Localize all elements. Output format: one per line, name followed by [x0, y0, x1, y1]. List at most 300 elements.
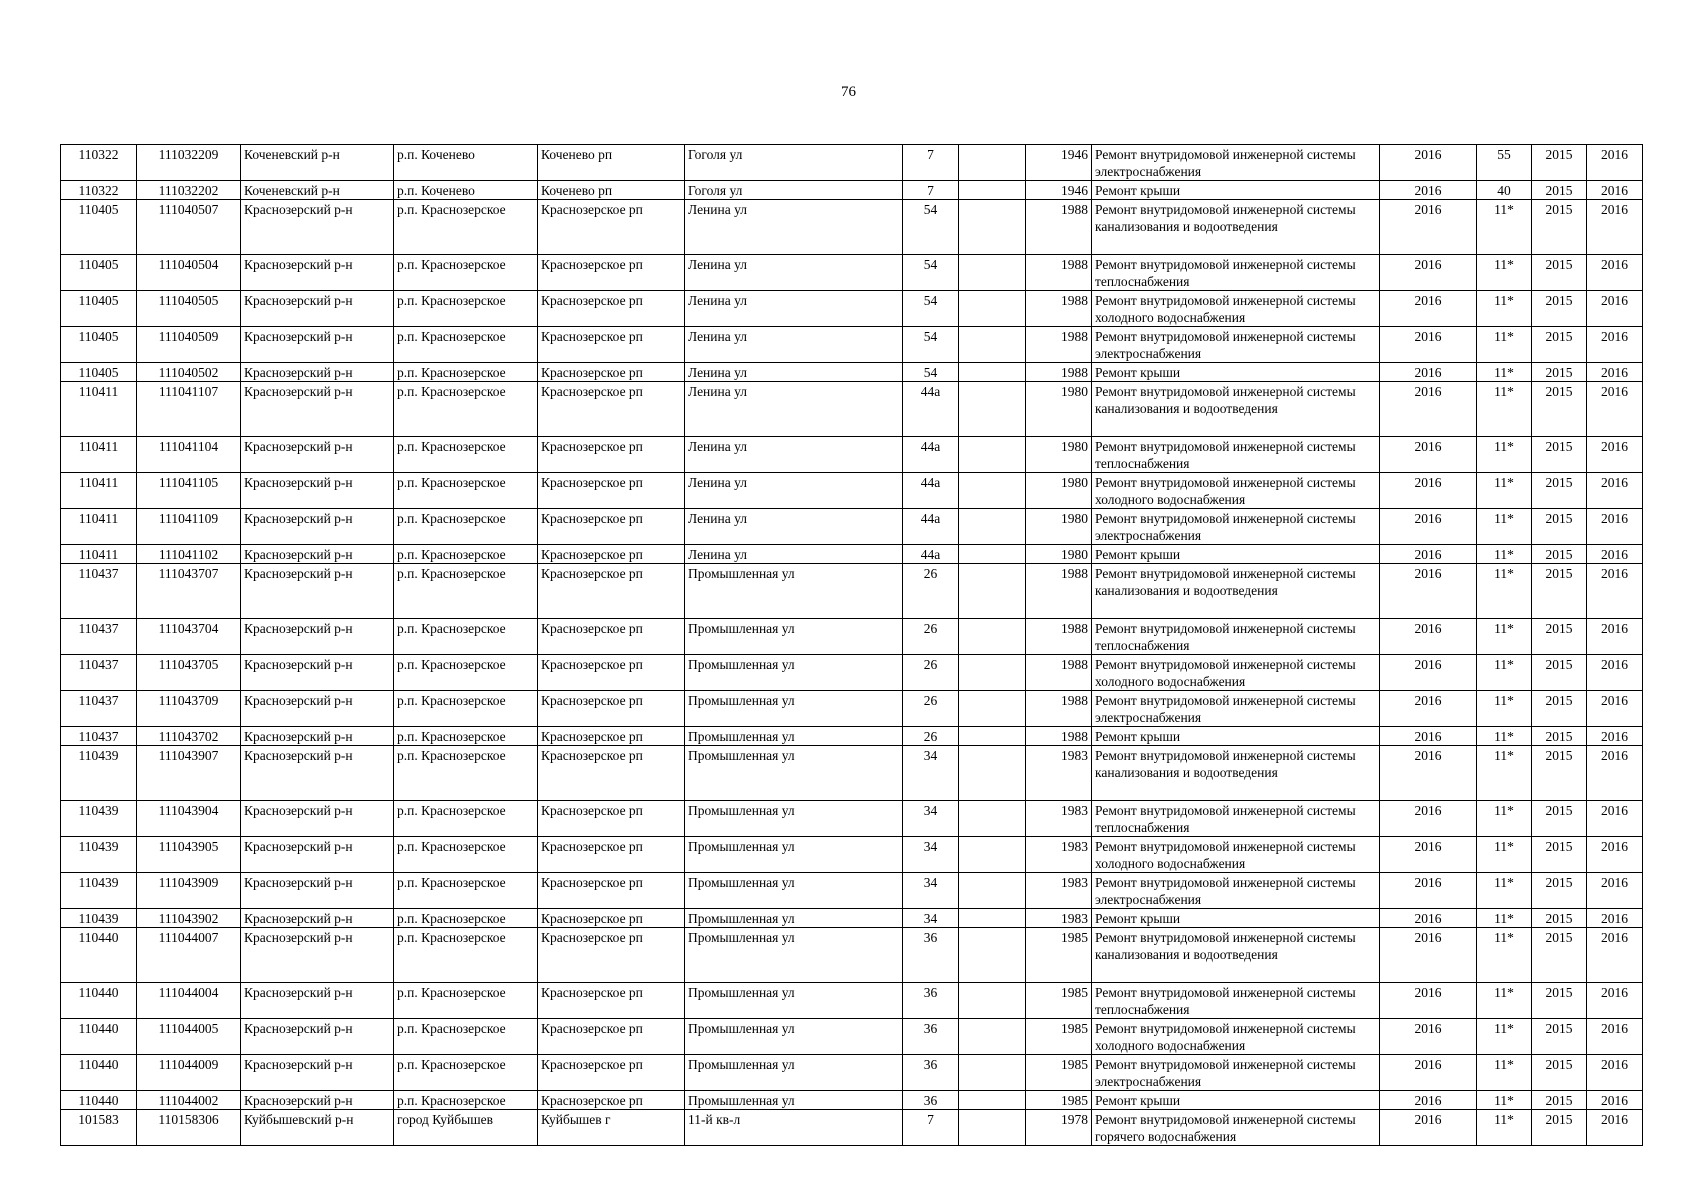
number-cell: 11* [1477, 327, 1532, 363]
planned-year-cell: 2016 [1380, 983, 1477, 1019]
house-number-cell: 7 [903, 1110, 959, 1146]
work-type-cell: Ремонт внутридомовой инженерной системы теплоснабжения [1092, 801, 1380, 837]
work-type-cell: Ремонт внутридомовой инженерной системы электроснабжения [1092, 145, 1380, 181]
planned-year-cell: 2016 [1380, 363, 1477, 382]
street-cell: Промышленная ул [685, 928, 903, 983]
end-year-cell: 2016 [1587, 928, 1643, 983]
object-id-cell: 110405 [61, 327, 137, 363]
work-code-cell: 111043904 [137, 801, 241, 837]
year-built-cell: 1983 [1026, 837, 1092, 873]
number-cell: 11* [1477, 1019, 1532, 1055]
work-code-cell: 111040509 [137, 327, 241, 363]
street-cell: Ленина ул [685, 200, 903, 255]
building-cell [959, 1055, 1026, 1091]
object-id-cell: 110440 [61, 928, 137, 983]
object-id-cell: 110437 [61, 619, 137, 655]
end-year-cell: 2016 [1587, 746, 1643, 801]
district-cell: Краснозерский р-н [241, 619, 394, 655]
table-row [61, 1019, 1643, 1055]
street-cell: Промышленная ул [685, 837, 903, 873]
work-code-cell: 111044004 [137, 983, 241, 1019]
settlement-cell: р.п. Краснозерское [394, 509, 538, 545]
planned-year-cell: 2016 [1380, 327, 1477, 363]
street-cell: Ленина ул [685, 545, 903, 564]
street-cell: Промышленная ул [685, 655, 903, 691]
object-id-cell: 110439 [61, 873, 137, 909]
house-number-cell: 36 [903, 1091, 959, 1110]
object-id-cell: 110437 [61, 727, 137, 746]
year-built-cell: 1946 [1026, 181, 1092, 200]
planned-year-cell: 2016 [1380, 1110, 1477, 1146]
year-built-cell: 1983 [1026, 873, 1092, 909]
year-built-cell: 1980 [1026, 382, 1092, 437]
district-cell: Краснозерский р-н [241, 837, 394, 873]
settlement-cell: р.п. Краснозерское [394, 363, 538, 382]
house-number-cell: 34 [903, 746, 959, 801]
end-year-cell: 2016 [1587, 437, 1643, 473]
number-cell: 11* [1477, 837, 1532, 873]
house-number-cell: 54 [903, 255, 959, 291]
year-built-cell: 1988 [1026, 200, 1092, 255]
object-id-cell: 110322 [61, 145, 137, 181]
object-id-cell: 110411 [61, 545, 137, 564]
building-cell [959, 873, 1026, 909]
start-year-cell: 2015 [1532, 509, 1587, 545]
work-type-cell: Ремонт крыши [1092, 1091, 1380, 1110]
settlement-cell: р.п. Краснозерское [394, 1019, 538, 1055]
object-id-cell: 110405 [61, 200, 137, 255]
table-row [61, 382, 1643, 437]
start-year-cell: 2015 [1532, 255, 1587, 291]
settlement-cell: р.п. Краснозерское [394, 746, 538, 801]
settlement-cell: р.п. Краснозерское [394, 437, 538, 473]
work-code-cell: 111032202 [137, 181, 241, 200]
locality-cell: Краснозерское рп [538, 545, 685, 564]
settlement-cell: р.п. Краснозерское [394, 200, 538, 255]
start-year-cell: 2015 [1532, 909, 1587, 928]
settlement-cell: р.п. Краснозерское [394, 837, 538, 873]
planned-year-cell: 2016 [1380, 801, 1477, 837]
year-built-cell: 1985 [1026, 928, 1092, 983]
end-year-cell: 2016 [1587, 545, 1643, 564]
building-cell [959, 473, 1026, 509]
start-year-cell: 2015 [1532, 473, 1587, 509]
table-row [61, 928, 1643, 983]
building-cell [959, 619, 1026, 655]
table-body [61, 145, 1643, 1146]
building-cell [959, 255, 1026, 291]
number-cell: 40 [1477, 181, 1532, 200]
end-year-cell: 2016 [1587, 473, 1643, 509]
settlement-cell: р.п. Краснозерское [394, 801, 538, 837]
year-built-cell: 1985 [1026, 1091, 1092, 1110]
work-type-cell: Ремонт внутридомовой инженерной системы горячего водоснабжения [1092, 1110, 1380, 1146]
planned-year-cell: 2016 [1380, 727, 1477, 746]
street-cell: Ленина ул [685, 382, 903, 437]
end-year-cell: 2016 [1587, 873, 1643, 909]
start-year-cell: 2015 [1532, 200, 1587, 255]
work-code-cell: 111043704 [137, 619, 241, 655]
house-number-cell: 34 [903, 801, 959, 837]
district-cell: Краснозерский р-н [241, 291, 394, 327]
district-cell: Краснозерский р-н [241, 909, 394, 928]
year-built-cell: 1985 [1026, 983, 1092, 1019]
number-cell: 11* [1477, 619, 1532, 655]
work-type-cell: Ремонт внутридомовой инженерной системы электроснабжения [1092, 691, 1380, 727]
work-type-cell: Ремонт внутридомовой инженерной системы электроснабжения [1092, 327, 1380, 363]
work-code-cell: 111044002 [137, 1091, 241, 1110]
table-row [61, 291, 1643, 327]
number-cell: 11* [1477, 363, 1532, 382]
end-year-cell: 2016 [1587, 619, 1643, 655]
number-cell: 11* [1477, 928, 1532, 983]
district-cell: Коченевский р-н [241, 181, 394, 200]
end-year-cell: 2016 [1587, 1019, 1643, 1055]
year-built-cell: 1980 [1026, 473, 1092, 509]
work-type-cell: Ремонт крыши [1092, 181, 1380, 200]
settlement-cell: р.п. Краснозерское [394, 655, 538, 691]
table-row [61, 837, 1643, 873]
district-cell: Краснозерский р-н [241, 363, 394, 382]
house-number-cell: 26 [903, 727, 959, 746]
work-code-cell: 111044005 [137, 1019, 241, 1055]
street-cell: Ленина ул [685, 291, 903, 327]
street-cell: Гоголя ул [685, 181, 903, 200]
district-cell: Куйбышевский р-н [241, 1110, 394, 1146]
locality-cell: Куйбышев г [538, 1110, 685, 1146]
start-year-cell: 2015 [1532, 983, 1587, 1019]
year-built-cell: 1983 [1026, 909, 1092, 928]
house-number-cell: 44а [903, 509, 959, 545]
building-cell [959, 691, 1026, 727]
district-cell: Краснозерский р-н [241, 1019, 394, 1055]
number-cell: 11* [1477, 564, 1532, 619]
settlement-cell: р.п. Краснозерское [394, 382, 538, 437]
work-code-cell: 111043709 [137, 691, 241, 727]
number-cell: 11* [1477, 1110, 1532, 1146]
locality-cell: Краснозерское рп [538, 437, 685, 473]
table-row [61, 509, 1643, 545]
street-cell: Промышленная ул [685, 909, 903, 928]
planned-year-cell: 2016 [1380, 255, 1477, 291]
house-number-cell: 7 [903, 145, 959, 181]
house-number-cell: 44а [903, 545, 959, 564]
planned-year-cell: 2016 [1380, 909, 1477, 928]
start-year-cell: 2015 [1532, 181, 1587, 200]
work-type-cell: Ремонт внутридомовой инженерной системы электроснабжения [1092, 1055, 1380, 1091]
work-code-cell: 111041107 [137, 382, 241, 437]
building-cell [959, 655, 1026, 691]
number-cell: 11* [1477, 545, 1532, 564]
locality-cell: Краснозерское рп [538, 382, 685, 437]
end-year-cell: 2016 [1587, 983, 1643, 1019]
table-row [61, 1055, 1643, 1091]
locality-cell: Краснозерское рп [538, 909, 685, 928]
settlement-cell: р.п. Краснозерское [394, 727, 538, 746]
start-year-cell: 2015 [1532, 928, 1587, 983]
work-type-cell: Ремонт внутридомовой инженерной системы холодного водоснабжения [1092, 655, 1380, 691]
settlement-cell: р.п. Краснозерское [394, 473, 538, 509]
settlement-cell: р.п. Краснозерское [394, 983, 538, 1019]
settlement-cell: р.п. Краснозерское [394, 545, 538, 564]
house-number-cell: 26 [903, 655, 959, 691]
end-year-cell: 2016 [1587, 255, 1643, 291]
number-cell: 11* [1477, 727, 1532, 746]
start-year-cell: 2015 [1532, 1019, 1587, 1055]
number-cell: 11* [1477, 983, 1532, 1019]
planned-year-cell: 2016 [1380, 1019, 1477, 1055]
year-built-cell: 1983 [1026, 801, 1092, 837]
object-id-cell: 110439 [61, 801, 137, 837]
object-id-cell: 110437 [61, 691, 137, 727]
house-number-cell: 36 [903, 1019, 959, 1055]
number-cell: 11* [1477, 509, 1532, 545]
street-cell: Промышленная ул [685, 746, 903, 801]
start-year-cell: 2015 [1532, 545, 1587, 564]
work-code-cell: 111041102 [137, 545, 241, 564]
table-row [61, 691, 1643, 727]
table-row [61, 327, 1643, 363]
year-built-cell: 1988 [1026, 691, 1092, 727]
settlement-cell: р.п. Коченево [394, 145, 538, 181]
house-number-cell: 44а [903, 473, 959, 509]
house-number-cell: 34 [903, 909, 959, 928]
building-cell [959, 1110, 1026, 1146]
settlement-cell: р.п. Краснозерское [394, 327, 538, 363]
end-year-cell: 2016 [1587, 145, 1643, 181]
end-year-cell: 2016 [1587, 801, 1643, 837]
number-cell: 11* [1477, 746, 1532, 801]
object-id-cell: 110437 [61, 564, 137, 619]
number-cell: 11* [1477, 382, 1532, 437]
work-code-cell: 111040507 [137, 200, 241, 255]
planned-year-cell: 2016 [1380, 382, 1477, 437]
table-row [61, 619, 1643, 655]
year-built-cell: 1980 [1026, 437, 1092, 473]
district-cell: Краснозерский р-н [241, 801, 394, 837]
work-code-cell: 111040505 [137, 291, 241, 327]
object-id-cell: 110411 [61, 509, 137, 545]
table-row [61, 181, 1643, 200]
house-number-cell: 7 [903, 181, 959, 200]
year-built-cell: 1988 [1026, 363, 1092, 382]
end-year-cell: 2016 [1587, 200, 1643, 255]
start-year-cell: 2015 [1532, 619, 1587, 655]
planned-year-cell: 2016 [1380, 691, 1477, 727]
work-type-cell: Ремонт внутридомовой инженерной системы холодного водоснабжения [1092, 291, 1380, 327]
building-cell [959, 983, 1026, 1019]
planned-year-cell: 2016 [1380, 509, 1477, 545]
house-number-cell: 26 [903, 564, 959, 619]
building-cell [959, 145, 1026, 181]
planned-year-cell: 2016 [1380, 473, 1477, 509]
work-type-cell: Ремонт внутридомовой инженерной системы электроснабжения [1092, 509, 1380, 545]
work-code-cell: 111040504 [137, 255, 241, 291]
street-cell: Гоголя ул [685, 145, 903, 181]
number-cell: 11* [1477, 655, 1532, 691]
object-id-cell: 110439 [61, 909, 137, 928]
start-year-cell: 2015 [1532, 382, 1587, 437]
work-code-cell: 111040502 [137, 363, 241, 382]
end-year-cell: 2016 [1587, 909, 1643, 928]
district-cell: Краснозерский р-н [241, 564, 394, 619]
house-number-cell: 26 [903, 619, 959, 655]
table-row [61, 564, 1643, 619]
object-id-cell: 110405 [61, 363, 137, 382]
locality-cell: Краснозерское рп [538, 727, 685, 746]
end-year-cell: 2016 [1587, 691, 1643, 727]
year-built-cell: 1988 [1026, 655, 1092, 691]
district-cell: Краснозерский р-н [241, 545, 394, 564]
number-cell: 11* [1477, 1091, 1532, 1110]
object-id-cell: 110322 [61, 181, 137, 200]
settlement-cell: город Куйбышев [394, 1110, 538, 1146]
work-code-cell: 111043902 [137, 909, 241, 928]
district-cell: Краснозерский р-н [241, 691, 394, 727]
street-cell: Промышленная ул [685, 691, 903, 727]
planned-year-cell: 2016 [1380, 145, 1477, 181]
work-type-cell: Ремонт внутридомовой инженерной системы теплоснабжения [1092, 437, 1380, 473]
district-cell: Краснозерский р-н [241, 255, 394, 291]
work-type-cell: Ремонт внутридомовой инженерной системы теплоснабжения [1092, 255, 1380, 291]
work-type-cell: Ремонт внутридомовой инженерной системы холодного водоснабжения [1092, 1019, 1380, 1055]
house-number-cell: 54 [903, 327, 959, 363]
street-cell: 11-й кв-л [685, 1110, 903, 1146]
table-row [61, 983, 1643, 1019]
locality-cell: Краснозерское рп [538, 509, 685, 545]
end-year-cell: 2016 [1587, 363, 1643, 382]
locality-cell: Краснозерское рп [538, 327, 685, 363]
year-built-cell: 1988 [1026, 255, 1092, 291]
table-row [61, 545, 1643, 564]
building-cell [959, 564, 1026, 619]
start-year-cell: 2015 [1532, 1055, 1587, 1091]
district-cell: Краснозерский р-н [241, 928, 394, 983]
building-cell [959, 746, 1026, 801]
planned-year-cell: 2016 [1380, 837, 1477, 873]
locality-cell: Краснозерское рп [538, 873, 685, 909]
work-code-cell: 110158306 [137, 1110, 241, 1146]
work-type-cell: Ремонт внутридомовой инженерной системы канализования и водоотведения [1092, 200, 1380, 255]
work-code-cell: 111043909 [137, 873, 241, 909]
locality-cell: Коченево рп [538, 181, 685, 200]
start-year-cell: 2015 [1532, 727, 1587, 746]
locality-cell: Коченево рп [538, 145, 685, 181]
settlement-cell: р.п. Краснозерское [394, 564, 538, 619]
house-number-cell: 44а [903, 437, 959, 473]
settlement-cell: р.п. Краснозерское [394, 1055, 538, 1091]
locality-cell: Краснозерское рп [538, 200, 685, 255]
start-year-cell: 2015 [1532, 746, 1587, 801]
end-year-cell: 2016 [1587, 1055, 1643, 1091]
number-cell: 11* [1477, 873, 1532, 909]
street-cell: Ленина ул [685, 327, 903, 363]
page-number: 76 [841, 84, 856, 100]
year-built-cell: 1985 [1026, 1055, 1092, 1091]
object-id-cell: 110439 [61, 837, 137, 873]
locality-cell: Краснозерское рп [538, 746, 685, 801]
settlement-cell: р.п. Краснозерское [394, 1091, 538, 1110]
house-number-cell: 34 [903, 837, 959, 873]
repair-program-table [60, 144, 1643, 1146]
end-year-cell: 2016 [1587, 1110, 1643, 1146]
work-type-cell: Ремонт крыши [1092, 727, 1380, 746]
number-cell: 11* [1477, 1055, 1532, 1091]
year-built-cell: 1980 [1026, 545, 1092, 564]
planned-year-cell: 2016 [1380, 545, 1477, 564]
object-id-cell: 110411 [61, 473, 137, 509]
district-cell: Краснозерский р-н [241, 983, 394, 1019]
work-code-cell: 111043907 [137, 746, 241, 801]
settlement-cell: р.п. Краснозерское [394, 873, 538, 909]
work-type-cell: Ремонт внутридомовой инженерной системы электроснабжения [1092, 873, 1380, 909]
house-number-cell: 36 [903, 983, 959, 1019]
building-cell [959, 545, 1026, 564]
building-cell [959, 363, 1026, 382]
street-cell: Ленина ул [685, 363, 903, 382]
planned-year-cell: 2016 [1380, 655, 1477, 691]
settlement-cell: р.п. Коченево [394, 181, 538, 200]
work-code-cell: 111043905 [137, 837, 241, 873]
start-year-cell: 2015 [1532, 801, 1587, 837]
table-row [61, 655, 1643, 691]
locality-cell: Краснозерское рп [538, 363, 685, 382]
district-cell: Краснозерский р-н [241, 746, 394, 801]
object-id-cell: 110440 [61, 983, 137, 1019]
work-type-cell: Ремонт внутридомовой инженерной системы теплоснабжения [1092, 619, 1380, 655]
locality-cell: Краснозерское рп [538, 1091, 685, 1110]
work-code-cell: 111032209 [137, 145, 241, 181]
year-built-cell: 1985 [1026, 1019, 1092, 1055]
building-cell [959, 200, 1026, 255]
object-id-cell: 110439 [61, 746, 137, 801]
year-built-cell: 1983 [1026, 746, 1092, 801]
district-cell: Краснозерский р-н [241, 509, 394, 545]
street-cell: Промышленная ул [685, 801, 903, 837]
table-row [61, 437, 1643, 473]
number-cell: 11* [1477, 200, 1532, 255]
table-row [61, 473, 1643, 509]
district-cell: Краснозерский р-н [241, 1091, 394, 1110]
street-cell: Ленина ул [685, 437, 903, 473]
start-year-cell: 2015 [1532, 1091, 1587, 1110]
planned-year-cell: 2016 [1380, 619, 1477, 655]
building-cell [959, 382, 1026, 437]
table-row [61, 1110, 1643, 1146]
planned-year-cell: 2016 [1380, 564, 1477, 619]
start-year-cell: 2015 [1532, 145, 1587, 181]
street-cell: Промышленная ул [685, 564, 903, 619]
end-year-cell: 2016 [1587, 727, 1643, 746]
planned-year-cell: 2016 [1380, 181, 1477, 200]
start-year-cell: 2015 [1532, 655, 1587, 691]
work-code-cell: 111041105 [137, 473, 241, 509]
locality-cell: Краснозерское рп [538, 837, 685, 873]
start-year-cell: 2015 [1532, 837, 1587, 873]
table-row [61, 145, 1643, 181]
start-year-cell: 2015 [1532, 327, 1587, 363]
planned-year-cell: 2016 [1380, 200, 1477, 255]
building-cell [959, 801, 1026, 837]
house-number-cell: 44а [903, 382, 959, 437]
building-cell [959, 181, 1026, 200]
work-type-cell: Ремонт крыши [1092, 545, 1380, 564]
end-year-cell: 2016 [1587, 327, 1643, 363]
year-built-cell: 1988 [1026, 327, 1092, 363]
work-type-cell: Ремонт внутридомовой инженерной системы канализования и водоотведения [1092, 564, 1380, 619]
planned-year-cell: 2016 [1380, 1055, 1477, 1091]
year-built-cell: 1988 [1026, 619, 1092, 655]
